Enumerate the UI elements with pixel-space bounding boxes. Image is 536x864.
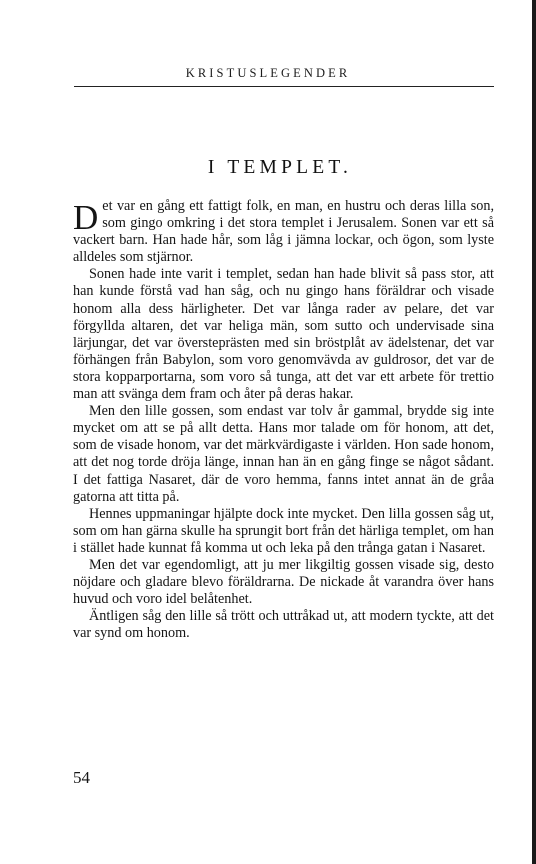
page-edge-shadow <box>532 0 536 864</box>
paragraph: Hennes uppmaningar hjälpte dock inte mycket. Den lilla gossen såg ut, som om han gärna skulle ha sprungit bort från det härliga templet, om han i stället hade kunnat få komma ut och leka på den trånga gatan i Nasaret. <box>73 505 494 556</box>
paragraph: Men den lille gossen, som endast var tolv år gammal, brydde sig inte mycket om att se på allt detta. Hans mor talade om för honom, att det, som de visade honom, var det märkvärdigaste i världen. Hon sade honom, att det nog torde dröja länge, innan han än en gång finge se något sådant. I det fattiga Nasaret, där de voro hemma, fanns intet annat än de gråa gatorna att titta på. <box>73 403 494 505</box>
paragraph: Men det var egendomligt, att ju mer likgiltig gossen visade sig, desto nöjdare och gladare blevo föräldrarna. De nickade åt varandra över hans huvud och voro idel belåtenhet. <box>73 556 494 608</box>
body-text <box>73 198 494 642</box>
drop-cap: D <box>73 198 99 237</box>
running-head: KRISTUSLEGENDER <box>185 66 351 80</box>
header-rule <box>74 86 494 87</box>
paragraph: Sonen hade inte varit i templet, sedan han hade blivit så pass stor, att han kunde förstå vad han såg, och nu gingo hans föräldrar och visade honom alla dess härligheter. Det var långa rader av pelare, det var förgyllda altaren, det var heliga män, som sutto och undervisade sina lärjungar, det var översteprästen med sin bröstplåt av ädelstenar, det var förhängen från Babylon, som voro genomvävda av guldrosor, det var de stora kopparportarna, som voro så tunga, att det var ett arbete för trettio man att svänga dem fram och åter på deras hakar. <box>73 266 494 403</box>
paragraph <box>73 198 494 266</box>
chapter-title: I TEMPLET. <box>207 157 353 178</box>
paragraph: Äntligen såg den lille så trött och uttråkad ut, att modern tyckte, att det var synd om honom. <box>73 608 494 642</box>
page-number: 54 <box>73 768 90 787</box>
paragraph-text: et var en gång ett fattigt folk, en man, en hustru och deras lilla son, som gingo omkring i det stora templet i Jerusalem. Sonen var ett så vackert barn. Han hade hår, som låg i jämna lockar, och ögon, som lyste alldeles som stjärnor. <box>73 198 494 266</box>
